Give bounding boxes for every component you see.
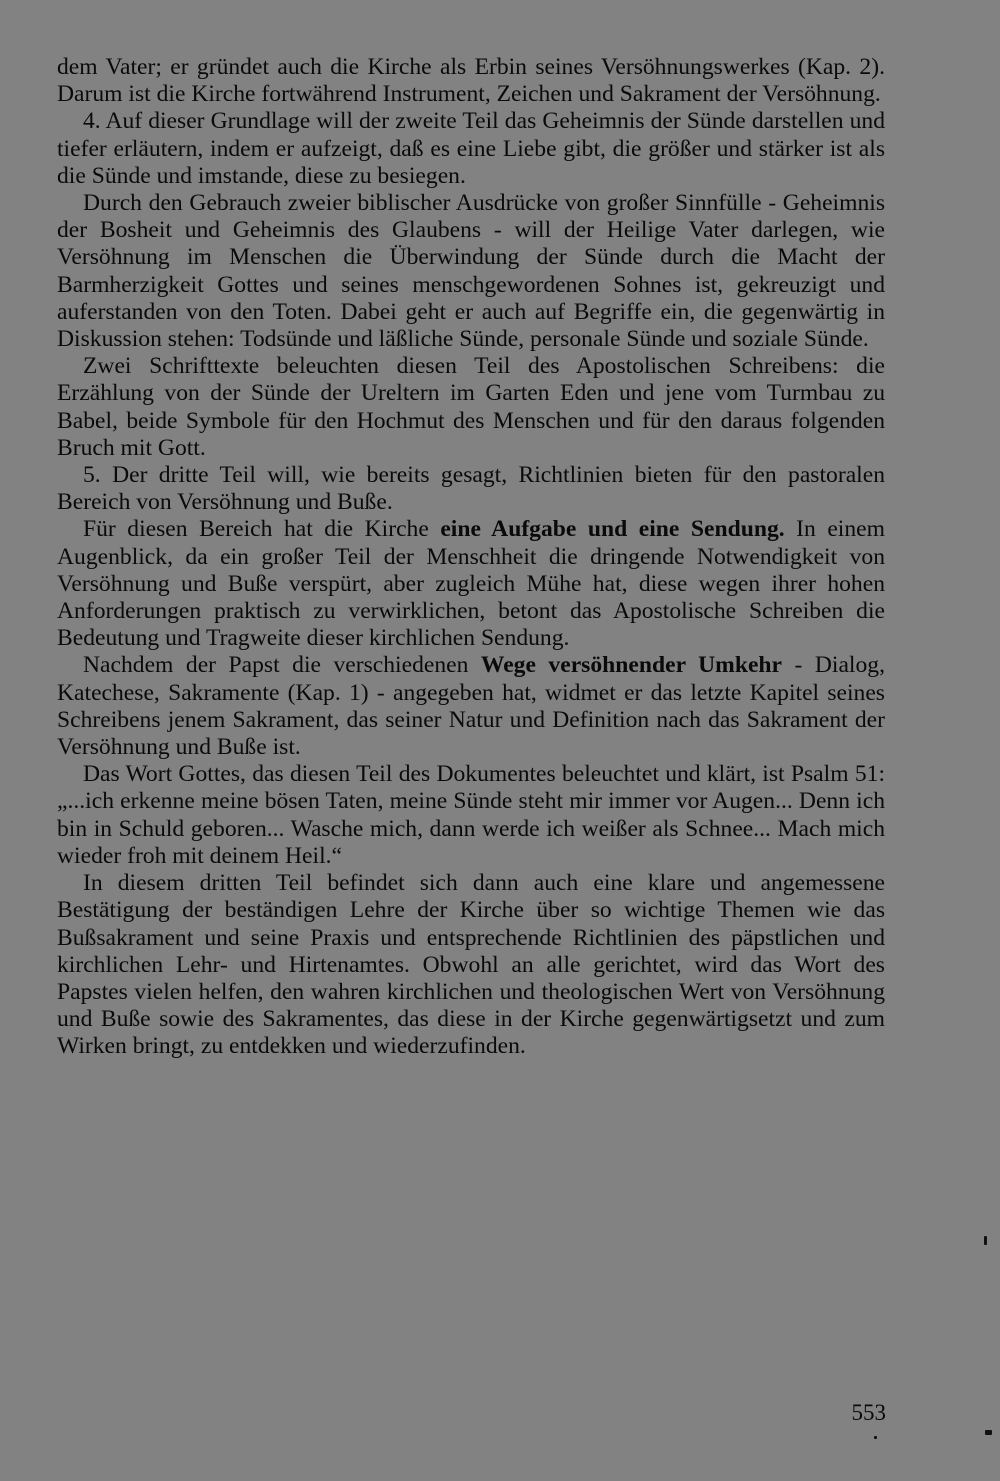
paragraph-text: - Dialog, Katechese, Sakramente (Kap. 1) - angegeben hat, widmet er das letzte Kapitel seines Schreibens jenem Sakrament, das seiner Natur und Definition nach das Sakrament der Versöhnung und Buße ist. [57, 652, 885, 761]
scan-speck [874, 1436, 877, 1439]
emphasized-phrase: eine Aufgabe und eine Sendung. [440, 516, 785, 543]
paragraph-text: In einem Augenblick, da ein großer Teil der Menschheit die dringende Notwendigkeit von Versöhnung und Buße verspürt, aber zugleich Mühe hat, diese wegen ihrer hohen Anforderungen praktisch zu verwirklichen, betont das Apostolische Schreiben die Bedeutung und Tragweite dieser kirchlichen Sendung. [57, 516, 885, 652]
paragraph-text: Nachdem der Papst die verschiedenen [83, 652, 481, 679]
paragraph-p4 [57, 462, 885, 516]
paragraph-p7 [57, 761, 885, 870]
paragraph-p2 [57, 190, 885, 353]
paragraph-text: Zwei Schrifttexte beleuchten diesen Teil des Apostolischen Schreibens: die Erzählung von der Sünde der Ureltern im Garten Eden und jene vom Turmbau zu Babel, beide Symbole für den Hochmut des Menschen und für den daraus folgenden Bruch mit Gott. [57, 353, 885, 461]
paragraph-p1 [57, 108, 885, 190]
paragraph-text: Das Wort Gottes, das diesen Teil des Dokumentes beleuchtet und klärt, ist Psalm 51: „...ich erkenne meine bösen Taten, meine Sünde steht mir immer vor Augen... Denn ich bin in Schuld geboren... Wasche mich, dann werde ich weißer als Schnee... Mach mich wieder froh mit deinem Heil.“ [57, 761, 885, 869]
emphasized-phrase: Wege versöhnender Umkehr [480, 652, 783, 679]
paragraph-p5 [57, 516, 885, 652]
paragraph-p6 [57, 652, 885, 761]
scan-speck [985, 1430, 992, 1435]
page-body [57, 54, 885, 1061]
paragraph-text: dem Vater; er gründet auch die Kirche als Erbin seines Versöhnungswerkes (Kap. 2). Darum ist die Kirche fortwährend Instrument, Zeichen und Sakrament der Versöhnung. [57, 54, 885, 108]
paragraph-p8 [57, 870, 885, 1060]
paragraph-text: 4. Auf dieser Grundlage will der zweite Teil das Geheimnis der Sünde darstellen und tiefer erläutern, indem er aufzeigt, daß es eine Liebe gibt, die größer und stärker ist als die Sünde und imstande, diese zu besiegen. [57, 108, 885, 189]
paragraph-text: 5. Der dritte Teil will, wie bereits gesagt, Richtlinien bieten für den pastoralen Bereich von Versöhnung und Buße. [57, 462, 885, 516]
paragraph-p0 [57, 54, 885, 108]
paragraph-text: In diesem dritten Teil befindet sich dann auch eine klare und angemessene Bestätigung der beständigen Lehre der Kirche über so wichtige Themen wie das Bußsakrament und seine Praxis und entsprechende Richtlinien des päpstlichen und kirchlichen Lehr- und Hirtenamtes. Obwohl an alle gerichtet, wird das Wort des Papstes vielen helfen, den wahren kirchlichen und theologischen Wert von Versöhnung und Buße sowie des Sakramentes, das diese in der Kirche gegenwärtigsetzt und zum Wirken bringt, zu entdekken und wiederzufinden. [57, 870, 885, 1060]
paragraph-text: Durch den Gebrauch zweier biblischer Ausdrücke von großer Sinnfülle - Geheimnis der Bosheit und Geheimnis des Glaubens - will der Heilige Vater darlegen, wie Versöhnung im Menschen die Überwindung der Sünde durch die Macht der Barmherzigkeit Gottes und seines menschgewordenen Sohnes ist, gekreuzigt und auferstanden von den Toten. Dabei geht er auch auf Begriffe ein, die gegenwärtig in Diskussion stehen: Todsünde und läßliche Sünde, personale Sünde und soziale Sünde. [57, 190, 885, 353]
paragraph-p3 [57, 353, 885, 462]
page-number: 553 [851, 1400, 886, 1425]
scan-speck [984, 1236, 987, 1245]
paragraph-text: Für diesen Bereich hat die Kirche [83, 516, 441, 543]
